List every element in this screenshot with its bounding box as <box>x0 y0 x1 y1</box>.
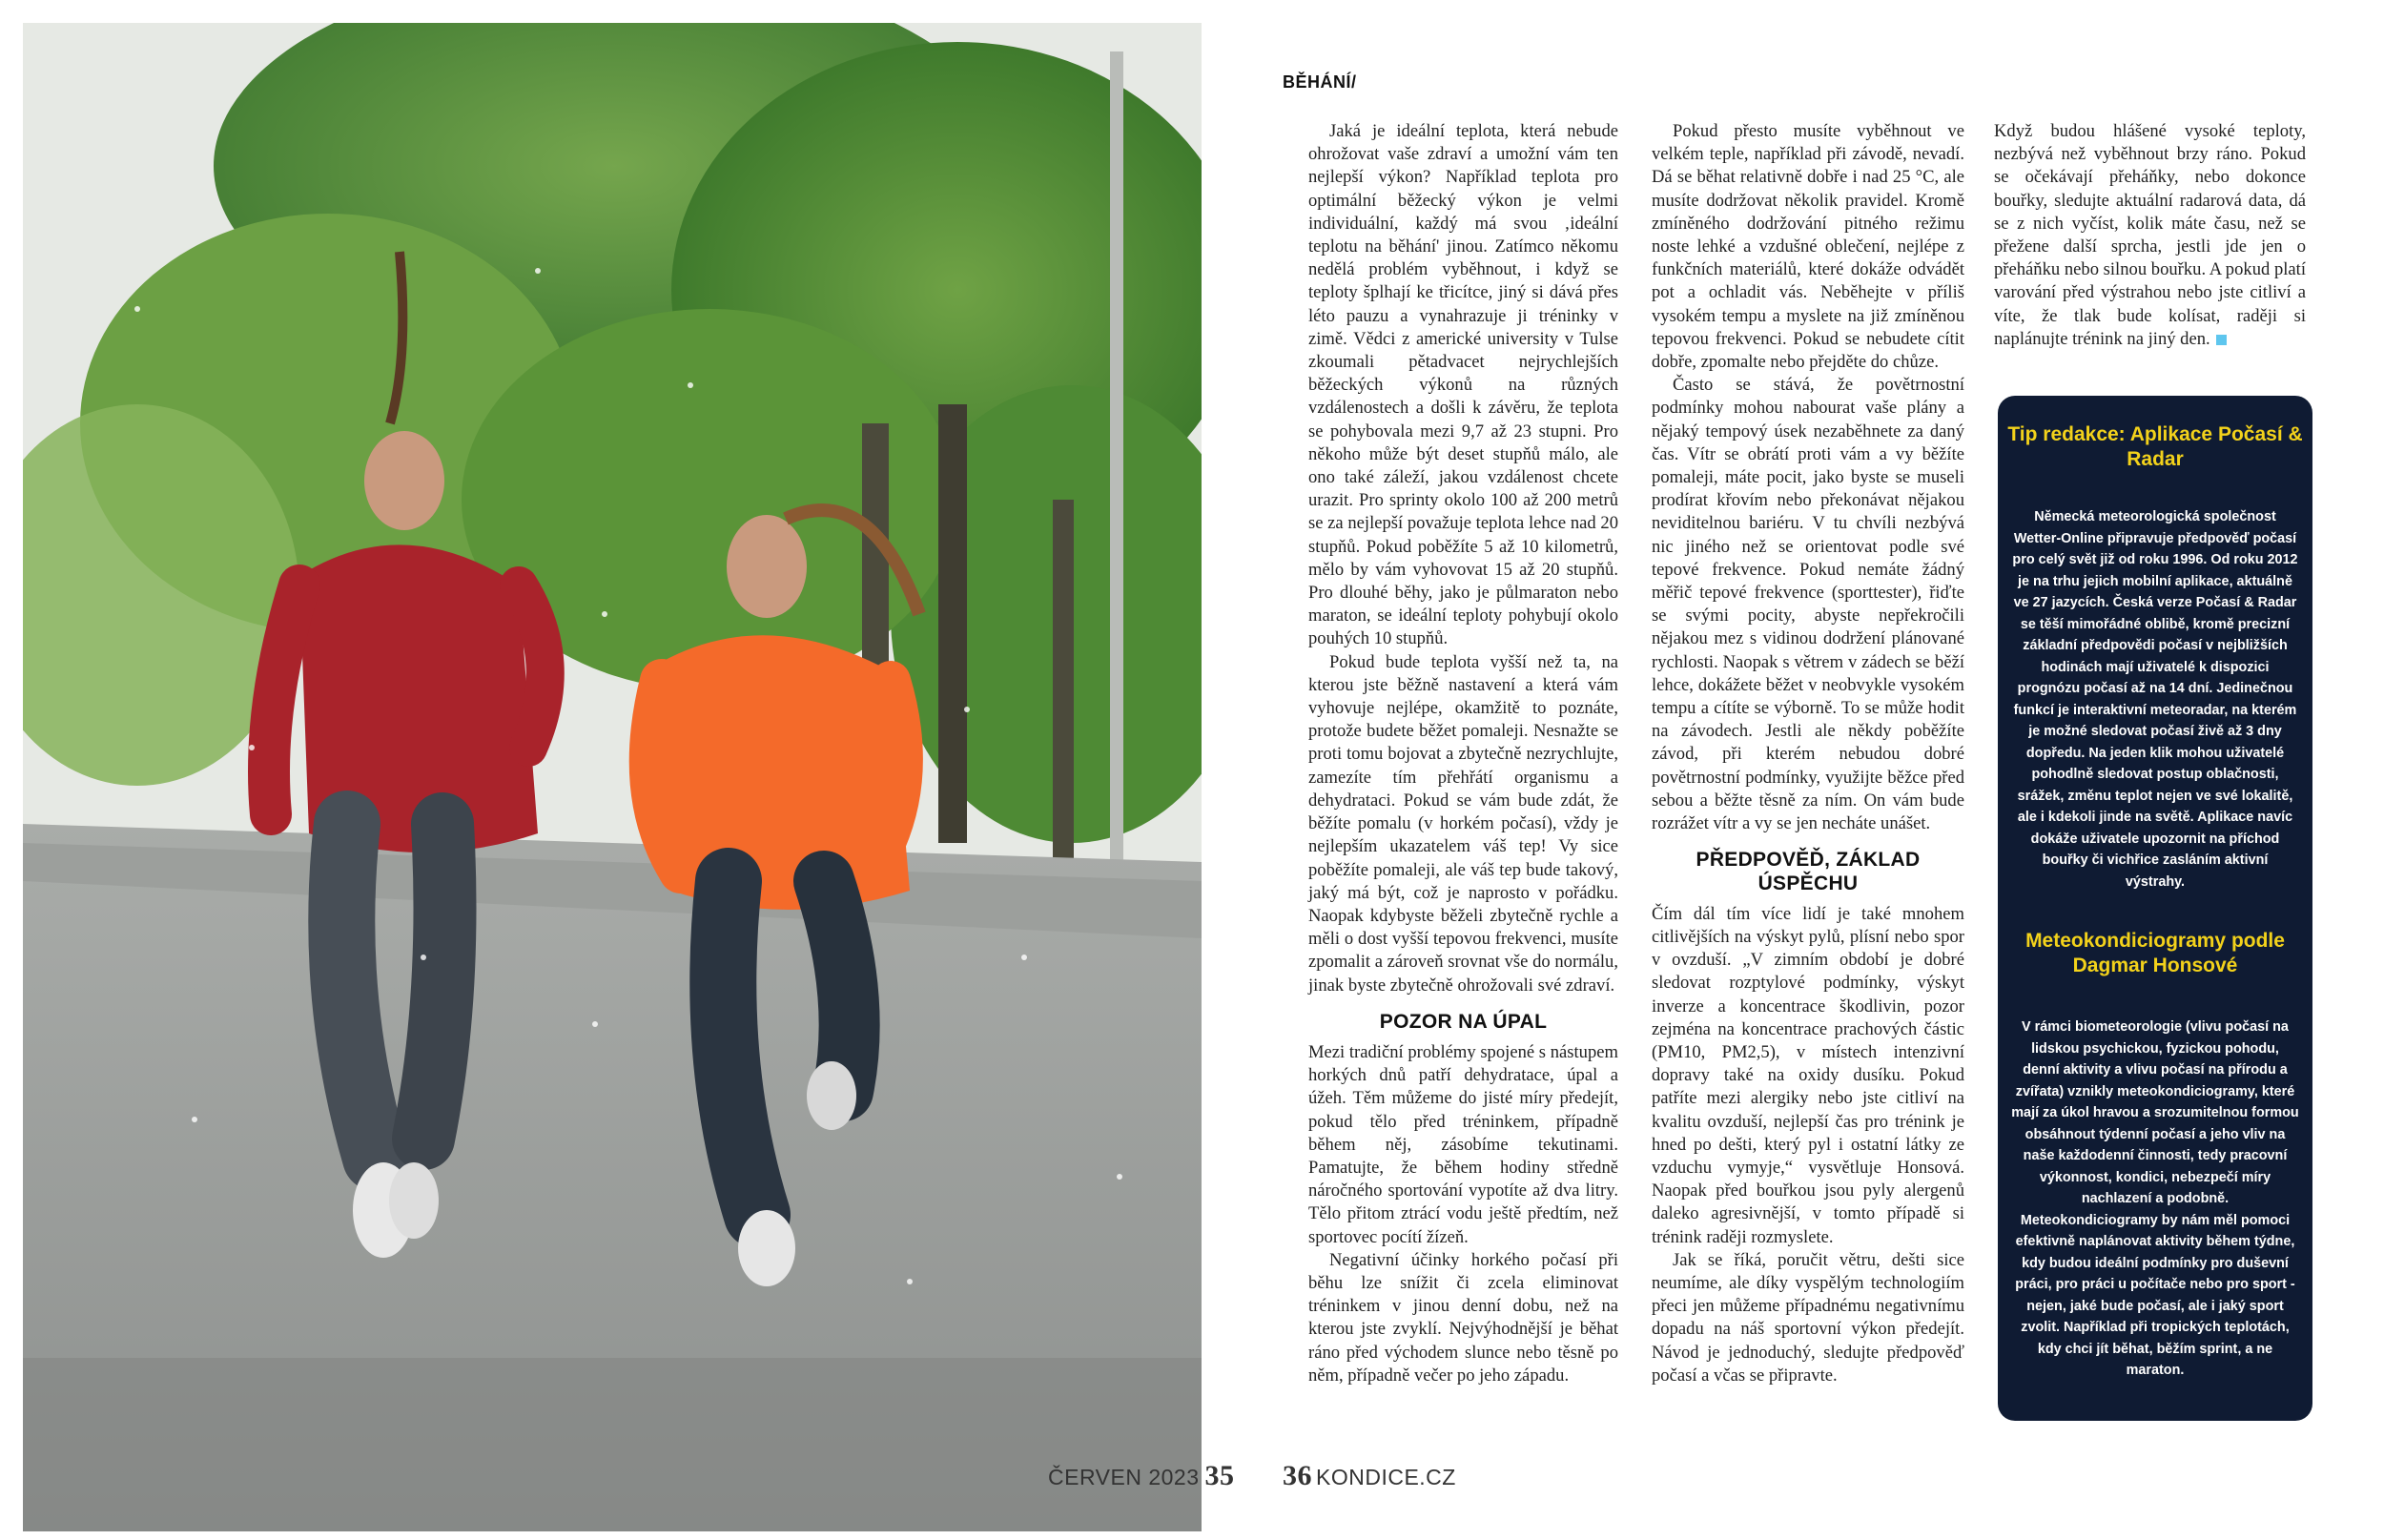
paragraph-with-endmark <box>1994 120 2306 351</box>
issue-date: ČERVEN 2023 <box>1048 1465 1200 1489</box>
tip-title-meteokondiciogramy: Meteokondiciogramy podle Dagmar Honsové <box>2025 930 2285 976</box>
paragraph-text: Když budou hlášené vysoké teploty, nezbývá než vyběhnout brzy ráno. Pokud se očekávají přeháňky, nebo dokonce bouřky, sledujte aktuální radarová data, dá se z nich vyčíst, kolik máte času, než se přežene další sprcha, jestli jde jen o přeháňku nebo silnou bouřku. A pokud platí varování před výstrahou nebo jste citliví a víte, že tlak bude kolísat, raději si naplánujte trénink na jiný den. <box>1994 121 2306 349</box>
section-tag: BĚHÁNÍ/ <box>1283 72 1357 92</box>
paragraph: Často se stává, že povětrnostní podmínky mohou nabourat vaše plány a nějaký tempový úsek nezaběhnete za daný čas. Vítr se obrátí proti vám a vy běžíte pomaleji, máte pocit, jako byste se museli prodírat křovím nebo překonávat nějakou neviditelnou bariéru. V tu chvíli nezbývá nic jiného než se orientovat podle své tepové frekvence. Pokud nemáte žádný měřič tepové frekvence (sporttester), řiďte se svými pocity, abyste nepřekročili nějakou mez s vidinou dodržení plánované rychlosti. Naopak s větrem v zádech se běží lehce, dokážete běžet v neobvykle vysokém tempu a cítíte se výborně. To se může hodit na závodech. Jestli ale někdy poběžíte závod, při kterém nebudou dobré povětrnostní podmínky, využijte běžce před sebou a běžte těsně za ním. On vám bude rozrážet vítr a vy se jen necháte unášet. <box>1652 375 1964 834</box>
paragraph: Pokud přesto musíte vyběhnout ve velkém teple, například při závodě, nevadí. Dá se běhat relativně dobře i nad 25 °C, ale musíte dodržovat několik pravidel. Kromě zmíněného dodržování pitného režimu noste lehké a vzdušné oblečení, nejlépe z funkčních materiálů, které dokáže odvádět pot a ochladit vás. Neběhejte v příliš vysokém tempu a myslete na již zmíněnou tepovou frekvenci. Pokud se nebudete cítit dobře, zpomalte nebo přejděte do chůze. <box>1652 121 1964 373</box>
two-women-running-in-rain-photo <box>23 23 1202 1531</box>
paragraph: Čím dál tím více lidí je také mnohem citlivějších na výskyt pylů, plísní nebo spor v ovzduší. „V zimním období je dobré sledovat rozptylové podmínky, výskyt inverze a koncentrace škodlivin, pozor zejména na koncentrace prachových částic (PM10, PM2,5), v místech intenzivní dopravy také na oxidy dusíku. Pokud patříte mezi alergiky nebo jste citliví na kvalitu ovzduší, nejlepší čas pro trénink je hned po dešti, který pyl i ostatní látky ze vzduchu vymyje,“ vysvětluje Honsová. Naopak před bouřkou jsou pyly alergenů daleko agresivnější, v tomto případě si trénink raději rozmyslete. <box>1652 903 1964 1247</box>
tip-text-meteokondiciogramy: V rámci biometeorologie (vlivu počasí na lidskou psychickou, fyzickou pohodu, denní aktivity a vlivu počasí na přírodu a zvířata) vznikly meteokondiciogramy, které mají za úkol hravou a srozumitelnou formou obsáhnout týdenní počasí a jeho vliv na naše každodenní činnosti, tedy pracovní výkonnost, kondici, nebezpečí míry nachlazení a podobně. Meteokondiciogramy by nám měl pomoci efektivně naplánovat aktivity během týdne, kdy budou ideální podmínky pro duševní práci, pro práci u počítače nebo pro sport - nejen, jaké bude počasí, ale i jaký sport zvolit. Například při tropických teplotách, kdy chci jít běhat, běžím sprint, a ne maraton. <box>2011 1019 2299 1378</box>
text-column-3 <box>1994 120 2306 351</box>
running-photo-illustration <box>23 23 1202 1531</box>
left-page-footer <box>1048 1460 1235 1492</box>
editor-tip-box <box>1998 396 2312 1421</box>
right-page-number: 36 <box>1283 1460 1312 1491</box>
magazine-website: KONDICE.CZ <box>1316 1465 1456 1489</box>
subheading-predpoved: PŘEDPOVĚĎ, ZÁKLAD ÚSPĚCHU <box>1696 849 1921 894</box>
paragraph: Negativní účinky horkého počasí při běhu lze snížit či zcela eliminovat tréninkem v jinou denní dobu, než na kterou jste zvyklí. Nejvýhodnější je běhat ráno před východem slunce nebo těsně po něm, případně večer po jeho západu. <box>1308 1249 1618 1386</box>
text-column-2 <box>1652 120 1964 1387</box>
paragraph: Pokud bude teplota vyšší než ta, na kterou jste běžně nastavení a která vám vyhovuje nejlépe, okamžitě to poznáte, protože budete běžet pomaleji. Nesnažte se proti tomu bojovat a zbytečně nezrychlujte, zamezíte tím přehřátí organismu a dehydrataci. Pokud se vám bude zdát, že běžíte pomalu (v horkém počasí), vždy je nejlepším ukazatelem váš tep! Vy sice poběžíte pomaleji, ale váš tep bude takový, jaký má být, což je naprosto v pořádku. Naopak kdybyste běželi zbytečně rychle a měli o dost vyšší tepovou frekvenci, musíte zpomalit a zároveň srovnat vše do normálu, jinak byste zbytečně ohrožovali své zdraví. <box>1308 651 1618 996</box>
article-end-mark-icon <box>2216 335 2227 345</box>
tip-title-app: Tip redakce: Aplikace Počasí & Radar <box>2007 423 2303 470</box>
tip-text-app: Německá meteorologická společnost Wetter-Online připravuje předpověď počasí pro celý svět již od roku 1996. Od roku 2012 je na trhu jejich mobilní aplikace, aktuálně ve 27 jazycích. Česká verze Počasí & Radar se těší mimořádné oblibě, kromě precizní základní předpovědi počasí v nejbližších hodinách mají uživatelé k dispozici prognózu počasí až na 14 dní. Jedinečnou funkcí je interaktivní meteoradar, na kterém je možné sledovat počasí živě až 3 dny dopředu. Na jeden klik mohou uživatelé pohodlně sledovat postup oblačnosti, srážek, změnu teplot nejen ve své lokalitě, ale i kdekoli jinde na světě. Aplikace navíc dokáže uživatele upozornit na příchod bouřky či vichřice zasláním aktivní výstrahy. <box>2012 509 2298 890</box>
right-page-footer <box>1283 1460 1456 1492</box>
paragraph: Jaká je ideální teplota, která nebude ohrožovat vaše zdraví a umožní vám ten nejlepší výkon? Například teplota pro optimální běžecký výkon je velmi individuální, každý má svou ‚ideální teplotu na běhání' jinou. Zatímco někomu nedělá problém vyběhnout, i když se teploty šplhají ke třicítce, jiný si dává přes léto pauzu a vynahrazuje ji tréninky v zimě. Vědci z americké university v Tulse zkoumali pětadvacet nejrychlejších běžeckých výkonů na různých vzdálenostech a došli k závěru, že teplota se pohybovala mezi 9,7 až 23 stupni. Pro někoho může být deset stupňů málo, ale ono také záleží, jakou vzdálenost chcete urazit. Pro sprinty okolo 100 až 200 metrů se za nejlepší považuje teplota lehce nad 20 stupňů. Pokud poběžíte 5 až 10 kilometrů, mělo by vám vyhovovat 15 až 20 stupňů. Pro dlouhé běhy, jako je půlmaraton nebo maraton, se ideální teploty pohybují okolo pouhých 10 stupňů. <box>1308 121 1618 649</box>
paragraph: Mezi tradiční problémy spojené s nástupem horkých dnů patří dehydratace, úpal a úžeh. Těm můžeme do jisté míry předejít, pokud tělo před tréninkem, případně během něj, zásobíme tekutinami. Pamatujte, že během hodiny středně náročného sportování vypotíte až dva litry. Tělo přitom ztrácí vodu ještě předtím, než sportovec pocítí žízeň. <box>1308 1041 1618 1247</box>
subheading-pozor-na-upal: POZOR NA ÚPAL <box>1379 1010 1548 1033</box>
left-page-number: 35 <box>1204 1460 1235 1491</box>
paragraph: Jak se říká, poručit větru, dešti sice neumíme, ale díky vyspělým technologiím přeci jen můžeme případnému negativnímu dopadu na náš sportovní výkon předejít. Návod je jednoduchý, sledujte předpověď počasí a včas se připravte. <box>1652 1249 1964 1386</box>
text-column-1 <box>1308 120 1618 1387</box>
